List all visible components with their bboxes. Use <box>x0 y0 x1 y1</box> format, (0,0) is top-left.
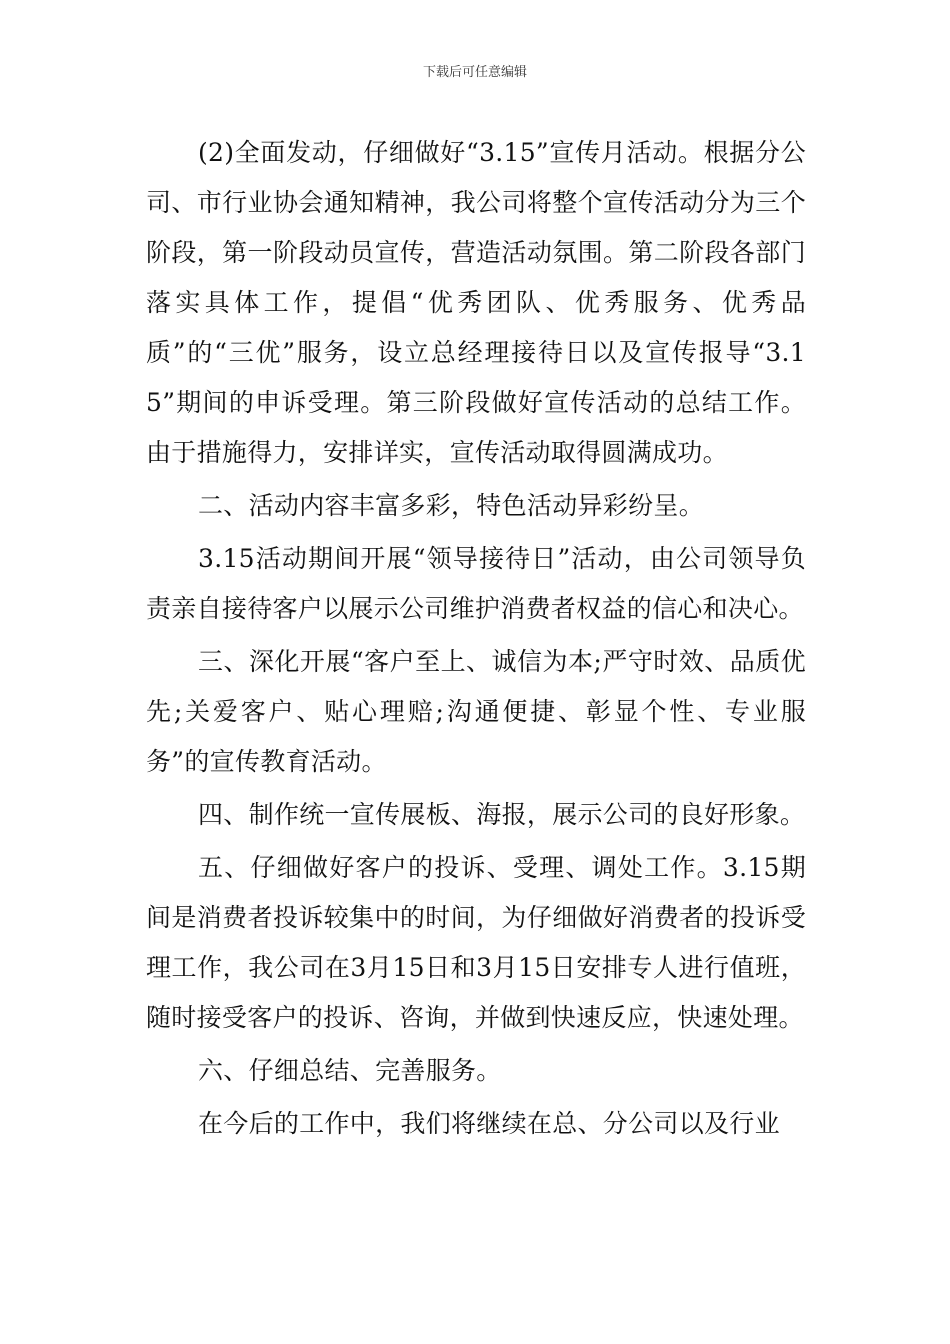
paragraph-section-four: 四、制作统一宣传展板、海报，展示公司的良好形象。 <box>198 800 806 829</box>
paragraph-section-two-heading: 二、活动内容丰富多彩，特色活动异彩纷呈。 <box>198 491 705 520</box>
paragraph-publicity-month: (2)全面发动，仔细做好“3.15”宣传月活动。根据分公司、市行业协会通知精神，我公司将整个宣传活动分为三个阶段，第一阶段动员宣传，营造活动氛围。第二阶段各部门落实具体工作，提倡“优秀团队、优秀服务、优秀品质”的“三优”服务，设立总经理接待日以及宣传报导“3.15”期间的申诉受理。第三阶段做好宣传活动的总结工作。由于措施得力，安排详实，宣传活动取得圆满成功。 <box>146 138 806 467</box>
paragraph-section-three: 三、深化开展“客户至上、诚信为本;严守时效、品质优先;关爱客户、贴心理赔;沟通便捷、彰显个性、专业服务”的宣传教育活动。 <box>146 647 806 776</box>
paragraph-section-five: 五、仔细做好客户的投诉、受理、调处工作。3.15期间是消费者投诉较集中的时间，为仔细做好消费者的投诉受理工作，我公司在3月15日和3月15日安排专人进行值班，随时接受客户的投诉、咨询，并做到快速反应，快速处理。 <box>146 853 806 1032</box>
paragraph-leader-reception-day: 3.15活动期间开展“领导接待日”活动，由公司领导负责亲自接待客户以展示公司维护消费者权益的信心和决心。 <box>146 544 806 623</box>
document-body <box>146 128 806 1152</box>
page-header: 下载后可任意编辑 <box>422 65 527 80</box>
paragraph-closing: 在今后的工作中，我们将继续在总、分公司以及行业 <box>198 1109 780 1138</box>
paragraph-section-six: 六、仔细总结、完善服务。 <box>198 1056 502 1085</box>
